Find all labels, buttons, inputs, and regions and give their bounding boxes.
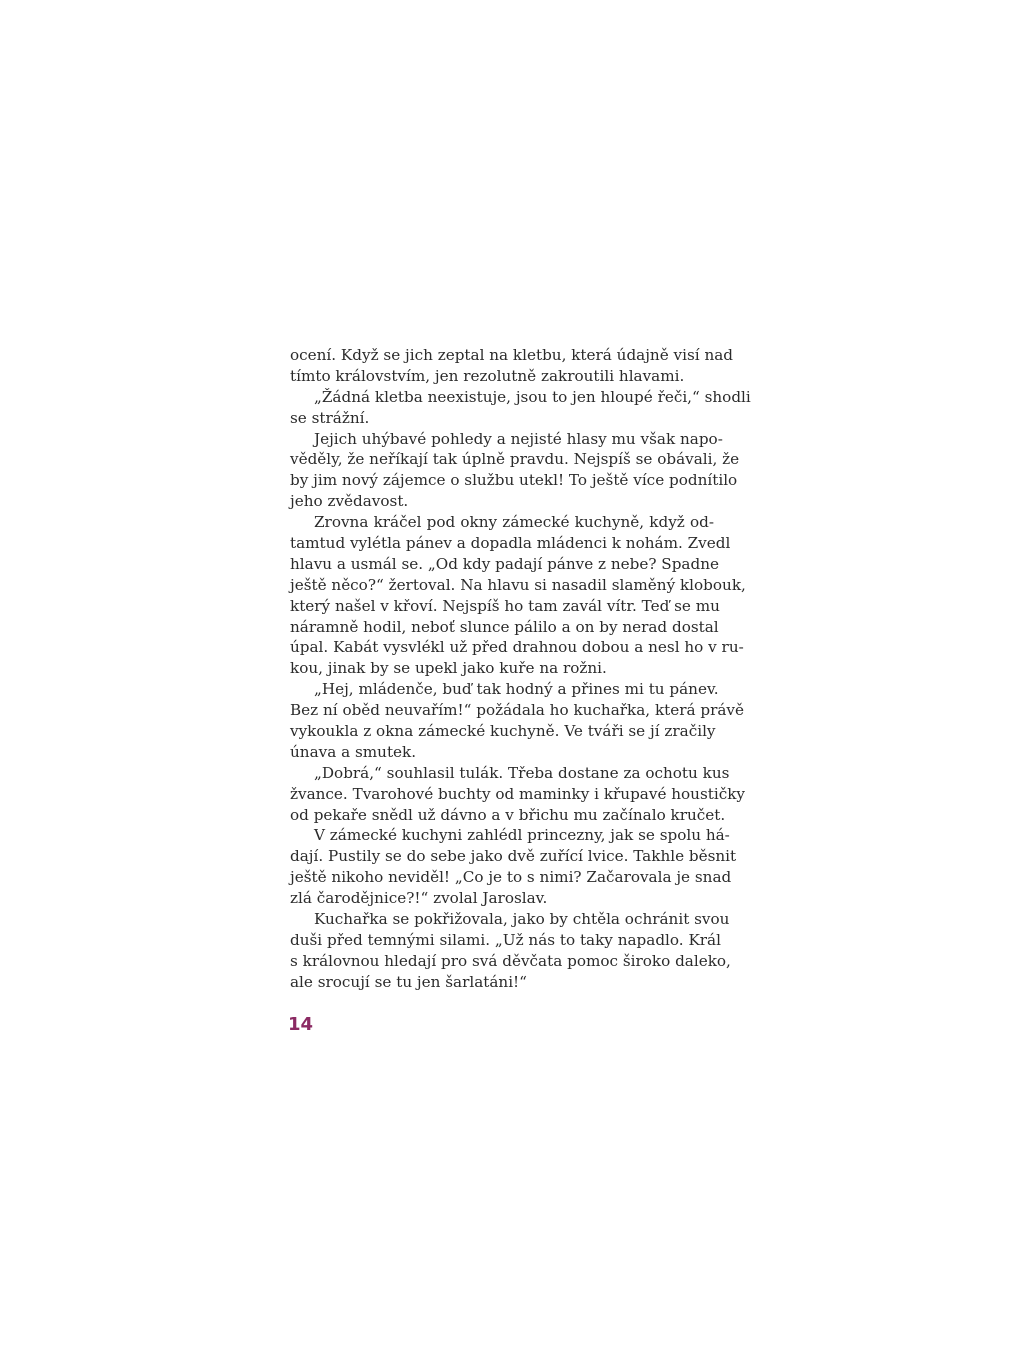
- page-number: 14: [288, 1014, 314, 1035]
- text-line: úpal. Kabát vysvlékl už před drahnou dobou a nesl ho v ru-: [290, 638, 744, 657]
- text-line: tamtud vylétla pánev a dopadla mládenci k nohám. Zvedl: [290, 534, 731, 553]
- text-line: „Dobrá,“ souhlasil tulák. Třeba dostane za ochotu kus: [314, 763, 730, 782]
- text-line: s královnou hledají pro svá děvčata pomoc široko daleko,: [290, 951, 731, 970]
- text-line: ocení. Když se jich zeptal na kletbu, která údajně visí nad: [290, 346, 734, 364]
- text-line: se strážní.: [290, 408, 370, 427]
- text-line: duši před temnými silami. „Už nás to taky napadlo. Král: [290, 930, 721, 949]
- text-line: hlavu a usmál se. „Od kdy padají pánve z nebe? Spadne: [290, 554, 719, 573]
- text-line: ale srocují se tu jen šarlatáni!“: [290, 972, 527, 991]
- text-line: náramně hodil, neboť slunce pálilo a on by nerad dostal: [290, 617, 719, 636]
- body-text: [290, 345, 751, 993]
- text-line: V zámecké kuchyni zahlédl princezny, jak se spolu há-: [314, 826, 730, 845]
- text-line: ještě něco?“ žertoval. Na hlavu si nasadil slaměný klobouk,: [290, 575, 746, 594]
- text-line: únava a smutek.: [290, 742, 417, 761]
- text-line: který našel v křoví. Nejspíš ho tam zavál vítr. Teď se mu: [290, 596, 720, 615]
- text-line: Bez ní oběd neuvařím!“ požádala ho kuchařka, která právě: [290, 701, 744, 720]
- text-line: žvance. Tvarohové buchty od maminky i křupavé houstičky: [290, 784, 746, 803]
- text-line: ještě nikoho neviděl! „Co je to s nimi? Začarovala je snad: [290, 868, 732, 887]
- text-line: od pekaře snědl už dávno a v břichu mu začínalo kručet.: [290, 805, 726, 824]
- text-line: jeho zvědavost.: [290, 492, 409, 511]
- text-line: věděly, že neříkají tak úplně pravdu. Nejspíš se obávali, že: [290, 450, 740, 469]
- text-line: „Žádná kletba neexistuje, jsou to jen hloupé řeči,“ shodli: [314, 387, 751, 406]
- text-line: kou, jinak by se upekl jako kuře na rožni.: [290, 659, 607, 678]
- text-line: „Hej, mládenče, buď tak hodný a přines mi tu pánev.: [314, 680, 719, 699]
- text-line: zlá čarodějnice?!“ zvolal Jaroslav.: [290, 889, 548, 908]
- text-line: Kuchařka se pokřižovala, jako by chtěla ochránit svou: [314, 910, 730, 929]
- text-line: Jejich uhýbavé pohledy a nejisté hlasy mu však napo-: [314, 429, 723, 448]
- text-line: vykoukla z okna zámecké kuchyně. Ve tváři se jí zračily: [290, 722, 716, 741]
- text-line: tímto královstvím, jen rezolutně zakroutili hlavami.: [290, 366, 685, 385]
- text-line: dají. Pustily se do sebe jako dvě zuřící lvice. Takhle běsnit: [290, 847, 737, 866]
- text-line: by jim nový zájemce o službu utekl! To ještě více podnítilo: [290, 471, 738, 490]
- text-line: Zrovna kráčel pod okny zámecké kuchyně, když od-: [314, 513, 714, 532]
